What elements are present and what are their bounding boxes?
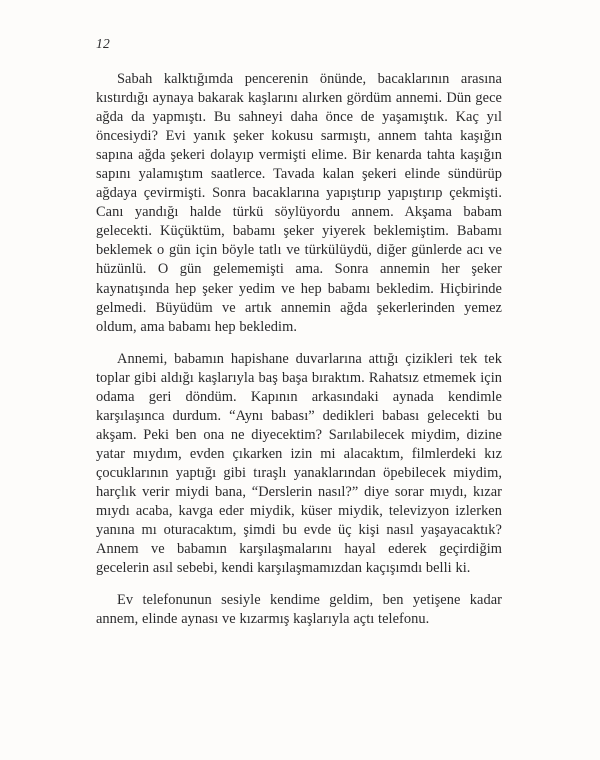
body-paragraph-1: Sabah kalktığımda pencerenin önünde, bacaklarının arasına kıstırdığı aynaya bakarak kaşlarını alırken gördüm annemi. Dün gece ağda da yapmıştı. Bu sahneyi daha önce de yaşamıştık. Kaç yıl öncesiydi? Evi yanık şeker kokusu sarmıştı, annem tahta kaşığın sapına ağda şekeri dolayıp vermişti elime. Bir kenarda tahta kaşığın sapını yalamıştım saatlerce. Tavada kalan şekeri elinde sündürüp ağdaya çevirmişti. Sonra bacaklarına yapıştırıp yapıştırıp çekmişti. Canı yandığı halde türkü söylüyordu annem. Akşama babam gelecekti. Küçüktüm, babamı şeker yiyerek beklemiştim. Babamı beklemek o gün için böyle tatlı ve türkülüydü, diğer günlerde acı ve hüzünlü. O gün gelememişti ama. Sonra annemin her şeker kaynatışında hep şeker yedim ve hep babamı bekledim. Hiçbirinde gelmedi. Büyüdüm ve artık annemin ağda şekerlerinden yemez oldum, ama babamı hep bekledim. [96, 71, 502, 335]
body-paragraph-2: Annemi, babamın hapishane duvarlarına attığı çizikleri tek tek toplar gibi aldığı kaşlarıyla baş başa bıraktım. Rahatsız etmemek için odama geri döndüm. Kapının arkasındaki aynada kendimle karşılaşınca durdum. “Aynı babası” dedikleri babası gelecekti bu akşam. Peki ben ona ne diyecektim? Sarılabilecek miydim, dizine yatar mıydım, evden çıkarken izin mi alacaktım, filmlerdeki kız çocuklarının yaptığı gibi tıraşlı yanaklarından öpebilecek miydim, harçlık verir miydi bana, “Derslerin nasıl?” diye sorar mıydı, kızar mıydı acaba, kavga eder miydik, küser miydik, televizyon izlerken yanına mı oturacaktım, şimdi bu evde üç kişi nasıl yaşayacaktık? Annem ve babamın karşılaşmalarını hayal ederek geçirdiğim gecelerin asıl sebebi, kendi karşılaşmamızdan kaçışımdı belli ki. [96, 350, 502, 577]
body-paragraph-3: Ev telefonunun sesiyle kendime geldim, ben yetişene kadar annem, elinde aynası ve kızarmış kaşlarıyla açtı telefonu. [96, 592, 502, 628]
body-text-column [96, 70, 502, 629]
page-number: 12 [96, 36, 110, 51]
